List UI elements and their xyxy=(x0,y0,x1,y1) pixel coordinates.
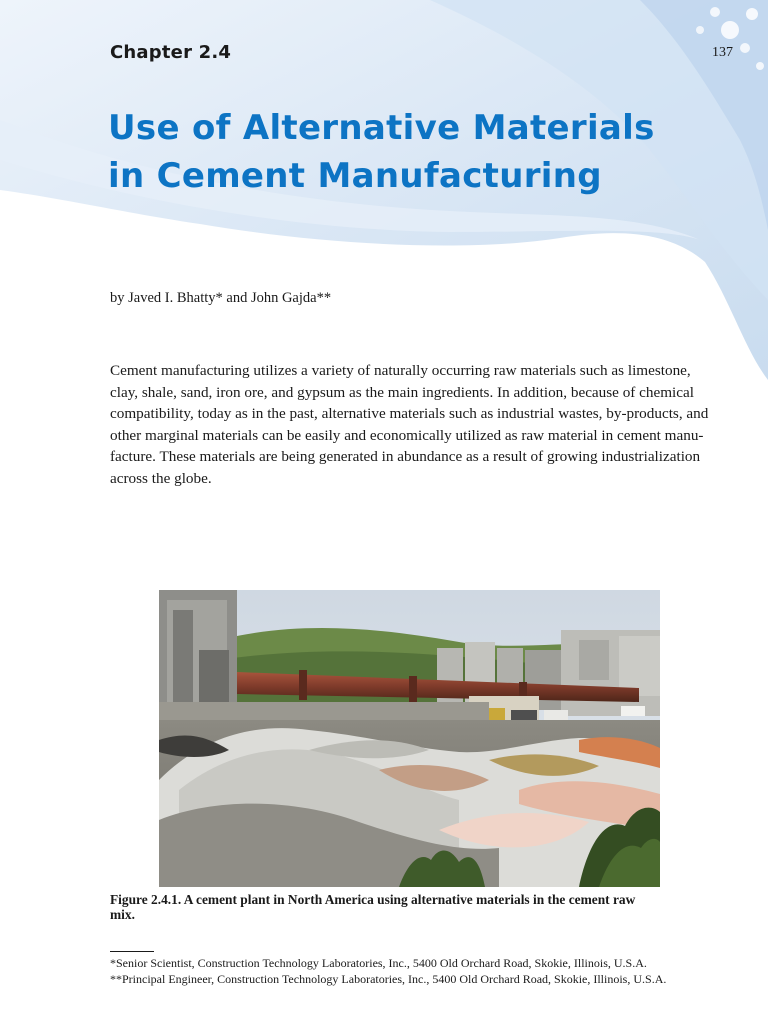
cement-plant-photo xyxy=(159,590,660,887)
abstract-line: facture. These materials are being generated in abundance as a result of growing industrialization xyxy=(110,448,701,465)
abstract-line: across the globe. xyxy=(110,469,212,487)
abstract-line: Cement manufacturing utilizes a variety of naturally occurring raw materials such as limestone, xyxy=(110,362,691,379)
figure-caption xyxy=(110,892,710,922)
footnote-1: *Senior Scientist, Construction Technology Laboratories, Inc., 5400 Old Orchard Road, Skokie, Illinois, U.S.A. xyxy=(110,956,647,970)
title-line-2: in Cement Manufacturing xyxy=(108,156,602,196)
page-number: 137 xyxy=(712,45,733,60)
abstract-line: clay, shale, sand, iron ore, and gypsum as the main ingredients. In addition, because of chemical xyxy=(110,383,694,401)
caption-line-2: mix. xyxy=(110,907,135,922)
abstract-line: compatibility, today as in the past, alternative materials such as industrial wastes, by-products, and xyxy=(110,405,709,422)
footnotes xyxy=(110,955,666,987)
abstract-paragraph xyxy=(110,360,710,489)
footnote-divider xyxy=(110,951,154,952)
title-line-1: Use of Alternative Materials xyxy=(108,108,655,148)
author-byline: by Javed I. Bhatty* and John Gajda** xyxy=(110,290,332,306)
chapter-label: Chapter 2.4 xyxy=(110,42,232,63)
caption-line-1: Figure 2.4.1. A cement plant in North America using alternative materials in the cement raw xyxy=(110,892,636,907)
article-title xyxy=(108,104,748,200)
abstract-line: other marginal materials can be easily and economically utilized as raw material in cement manu- xyxy=(110,426,704,444)
footnote-2: **Principal Engineer, Construction Technology Laboratories, Inc., 5400 Old Orchard Road, Skokie, Illinois, U.S.A. xyxy=(110,972,667,986)
